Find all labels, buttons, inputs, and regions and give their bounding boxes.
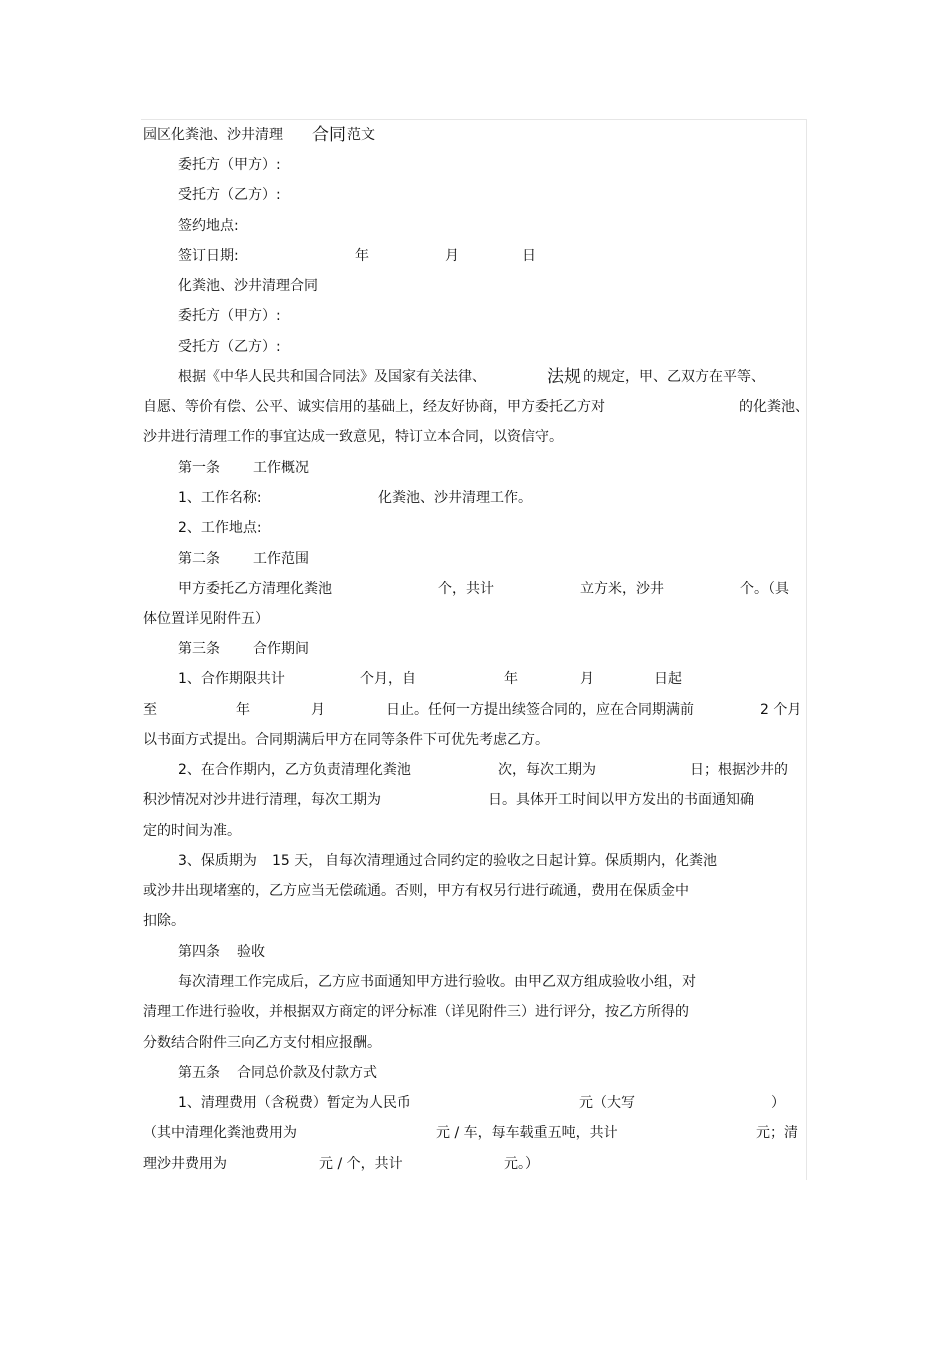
paragraph-text: 3、保质期为 <box>178 853 257 869</box>
paragraph-text: 扣除。 <box>143 913 185 929</box>
paragraph-text: 2、工作地点: <box>178 520 262 536</box>
paragraph-text: 月 <box>311 702 325 718</box>
article-name: 工作范围 <box>253 551 309 567</box>
paragraph-text: 分数结合附件三向乙方支付相应报酬。 <box>143 1035 381 1051</box>
preamble-text: 法规 <box>547 367 581 387</box>
paragraph-text: 元。） <box>504 1156 539 1172</box>
article-number: 第四条 <box>178 944 220 960</box>
paragraph-text: 或沙井出现堵塞的，乙方应当无偿疏通。否则，甲方有权另行进行疏通，费用在保质金中 <box>143 883 689 899</box>
paragraph-text: 积沙情况对沙井进行清理，每次工期为 <box>143 792 381 808</box>
preamble-text: 根据《中华人民共和国合同法》及国家有关法律、 <box>178 369 486 385</box>
cover-date-day: 日 <box>522 248 536 264</box>
party-contractor: 受托方（乙方）: <box>178 339 281 355</box>
article-name: 合作期间 <box>253 641 309 657</box>
paragraph-text: 元；清 <box>756 1125 798 1141</box>
cover-contractor: 受托方（乙方）: <box>178 187 281 203</box>
preamble-text: 沙井进行清理工作的事宜达成一致意见，特订立本合同，以资信守。 <box>143 429 563 445</box>
paragraph-text: 立方米，沙井 <box>580 581 664 597</box>
paragraph-text: 定的时间为准。 <box>143 823 241 839</box>
paragraph-text: （其中清理化粪池费用为 <box>143 1125 297 1141</box>
preamble-text: 的规定，甲、乙双方在平等、 <box>583 369 765 385</box>
cover-date-month: 月 <box>445 248 459 264</box>
paragraph-text: 2、在合作期内，乙方负责清理化粪池 <box>178 762 411 778</box>
paragraph-text: 2 个月 <box>760 702 802 718</box>
article-number: 第二条 <box>178 551 220 567</box>
cover-client: 委托方（甲方）: <box>178 157 281 173</box>
paragraph-text: ） <box>771 1095 785 1111</box>
article-name: 验收 <box>237 944 265 960</box>
paragraph-text: 个月，自 <box>360 671 416 687</box>
paragraph-text: 元 / 车，每车载重五吨，共计 <box>436 1125 618 1141</box>
cover-place: 签约地点: <box>178 218 239 234</box>
paragraph-text: 1、工作名称: <box>178 490 262 506</box>
paragraph-text: 以书面方式提出。合同期满后甲方在同等条件下可优先考虑乙方。 <box>143 732 549 748</box>
paragraph-text: 15 天， <box>272 853 323 869</box>
article-name: 合同总价款及付款方式 <box>237 1065 377 1081</box>
article-name: 工作概况 <box>253 460 309 476</box>
paragraph-text: 元 / 个，共计 <box>319 1156 403 1172</box>
paragraph-text: 次，每次工期为 <box>498 762 596 778</box>
contract-name: 化粪池、沙井清理合同 <box>178 278 318 294</box>
paragraph-text: 日起 <box>654 671 682 687</box>
paragraph-text: 元（大写 <box>579 1095 635 1111</box>
paragraph-text: 甲方委托乙方清理化粪池 <box>178 581 332 597</box>
paragraph-text: 月 <box>580 671 594 687</box>
preamble-text: 自愿、等价有偿、公平、诚实信用的基础上，经友好协商，甲方委托乙方对 <box>143 399 605 415</box>
title-part-1: 园区化粪池、沙井清理 <box>143 127 283 143</box>
paragraph-text: 日；根据沙井的 <box>690 762 788 778</box>
article-number: 第一条 <box>178 460 220 476</box>
paragraph-text: 自每次清理通过合同约定的验收之日起计算。保质期内，化粪池 <box>325 853 717 869</box>
document-page <box>141 119 807 1180</box>
paragraph-text: 个，共计 <box>438 581 494 597</box>
paragraph-text: 每次清理工作完成后，乙方应书面通知甲方进行验收。由甲乙双方组成验收小组，对 <box>178 974 696 990</box>
preamble-text: 的化粪池、 <box>739 399 809 415</box>
title-part-2: 合同 <box>312 125 346 145</box>
paragraph-text: 1、合作期限共计 <box>178 671 285 687</box>
paragraph-text: 日止。任何一方提出续签合同的，应在合同期满前 <box>386 702 694 718</box>
cover-date-year: 年 <box>355 248 369 264</box>
paragraph-text: 化粪池、沙井清理工作。 <box>378 490 532 506</box>
paragraph-text: 日。具体开工时间以甲方发出的书面通知确 <box>488 792 754 808</box>
article-number: 第五条 <box>178 1065 220 1081</box>
paragraph-text: 年 <box>236 702 250 718</box>
title-part-3: 范文 <box>347 127 375 143</box>
paragraph-text: 1、清理费用（含税费）暂定为人民币 <box>178 1095 411 1111</box>
cover-date-label: 签订日期: <box>178 248 239 264</box>
paragraph-text: 至 <box>143 702 157 718</box>
paragraph-text: 理沙井费用为 <box>143 1156 227 1172</box>
paragraph-text: 体位置详见附件五） <box>143 611 269 627</box>
paragraph-text: 清理工作进行验收，并根据双方商定的评分标准（详见附件三）进行评分，按乙方所得的 <box>143 1004 689 1020</box>
paragraph-text: 个。（具 <box>740 581 789 597</box>
party-client: 委托方（甲方）: <box>178 308 281 324</box>
article-number: 第三条 <box>178 641 220 657</box>
paragraph-text: 年 <box>504 671 518 687</box>
